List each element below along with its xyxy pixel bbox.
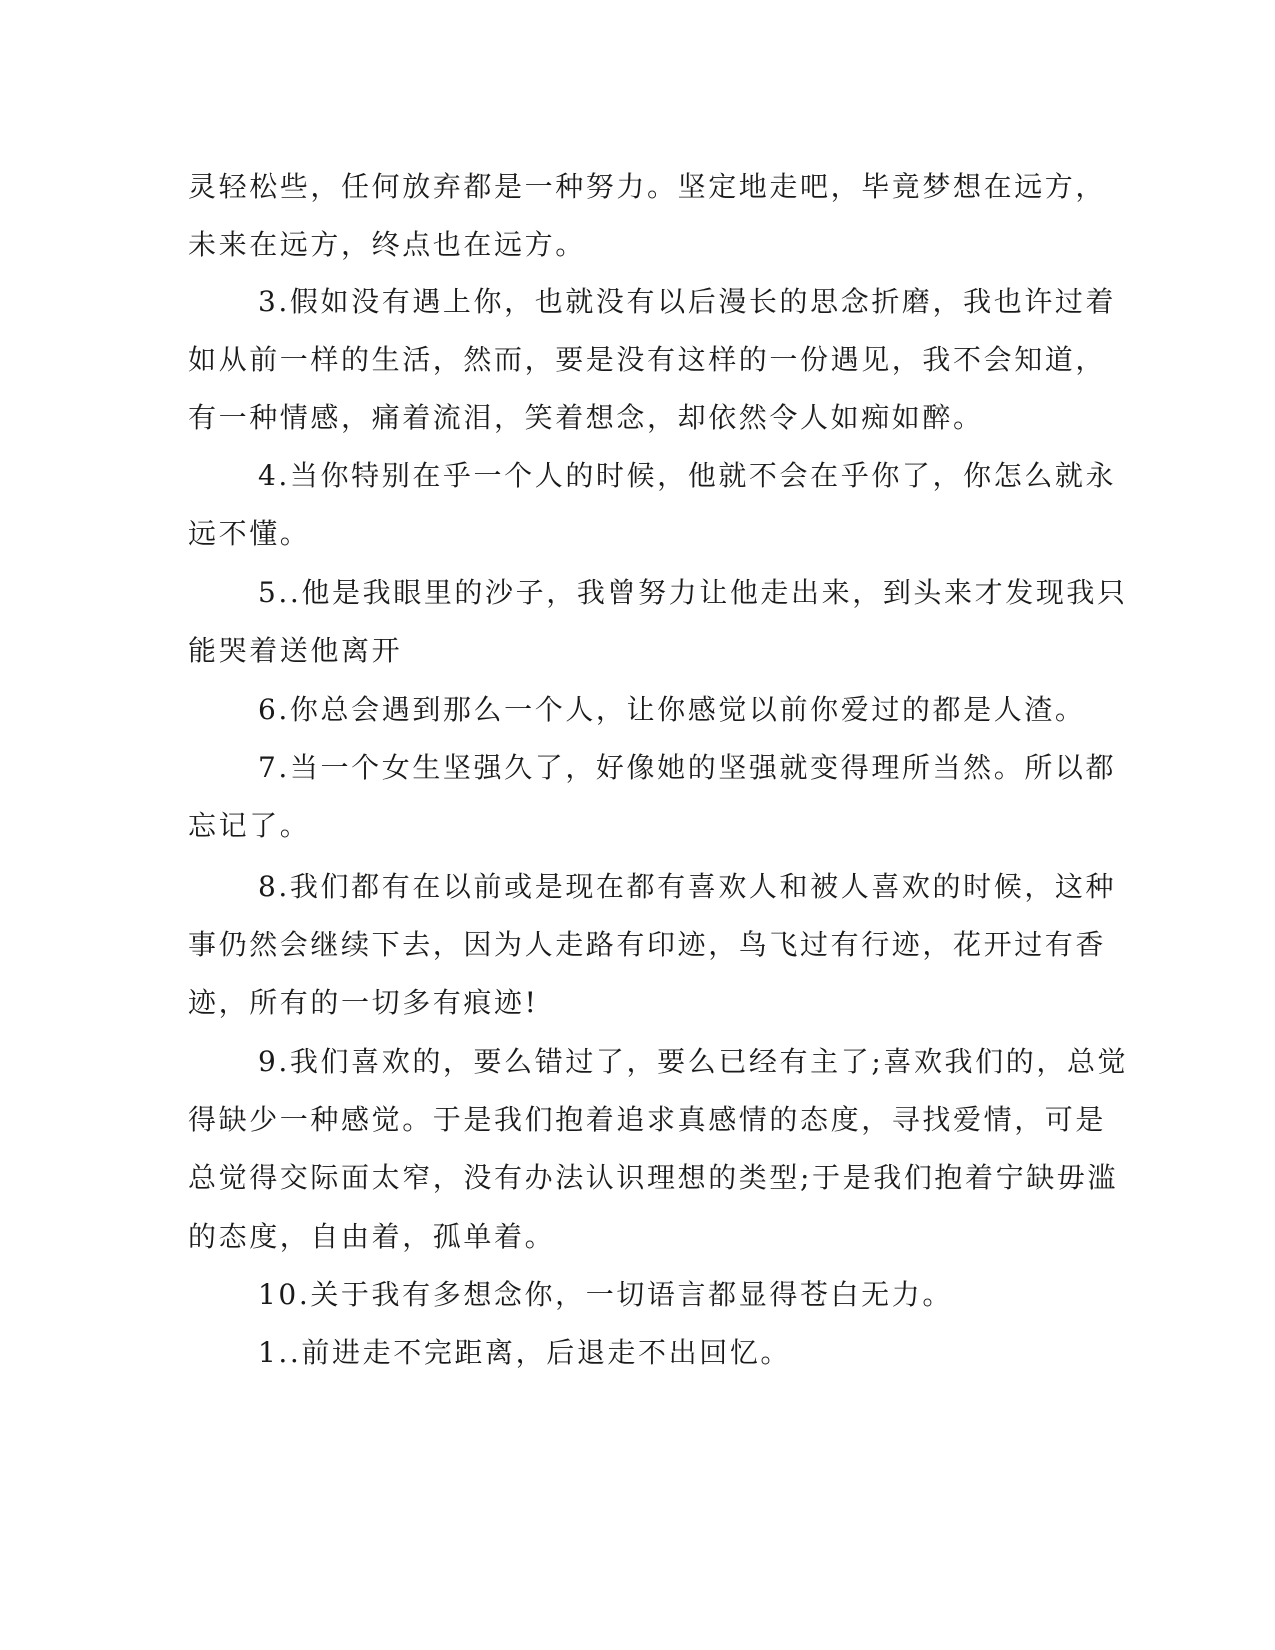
paragraph-line: 忘记了。 xyxy=(188,809,311,842)
paragraph-line: 1..前进走不完距离，后退走不出回忆。 xyxy=(258,1336,792,1369)
paragraph-line: 4.当你特别在乎一个人的时候，他就不会在乎你了，你怎么就永 xyxy=(258,459,1117,492)
paragraph-line: 迹，所有的一切多有痕迹! xyxy=(188,986,539,1019)
paragraph-line: 事仍然会继续下去，因为人走路有印迹，鸟飞过有行迹，花开过有香 xyxy=(188,928,1107,961)
paragraph-line: 总觉得交际面太窄，没有办法认识理想的类型;于是我们抱着宁缺毋滥 xyxy=(188,1161,1119,1194)
paragraph-line: 灵轻松些，任何放弃都是一种努力。坚定地走吧，毕竟梦想在远方， xyxy=(188,170,1107,203)
paragraph-line: 的态度，自由着，孤单着。 xyxy=(188,1220,556,1253)
paragraph-line: 10.关于我有多想念你，一切语言都显得苍白无力。 xyxy=(258,1278,953,1311)
paragraph-line: 远不懂。 xyxy=(188,517,311,550)
paragraph-line: 3.假如没有遇上你，也就没有以后漫长的思念折磨，我也许过着 xyxy=(258,285,1117,318)
paragraph-line: 6.你总会遇到那么一个人，让你感觉以前你爱过的都是人渣。 xyxy=(258,693,1086,726)
paragraph-line: 7.当一个女生坚强久了，好像她的坚强就变得理所当然。所以都 xyxy=(258,751,1117,784)
paragraph-line: 能哭着送他离开 xyxy=(188,634,403,667)
paragraph-line: 9.我们喜欢的，要么错过了，要么已经有主了;喜欢我们的，总觉 xyxy=(258,1045,1129,1078)
paragraph-line: 有一种情感，痛着流泪，笑着想念，却依然令人如痴如醉。 xyxy=(188,401,984,434)
paragraph-line: 8.我们都有在以前或是现在都有喜欢人和被人喜欢的时候，这种 xyxy=(258,870,1117,903)
paragraph-line: 5..他是我眼里的沙子，我曾努力让他走出来，到头来才发现我只 xyxy=(258,576,1128,609)
paragraph-line: 得缺少一种感觉。于是我们抱着追求真感情的态度，寻找爱情，可是 xyxy=(188,1103,1107,1136)
paragraph-line: 如从前一样的生活，然而，要是没有这样的一份遇见，我不会知道， xyxy=(188,343,1107,376)
paragraph-line: 未来在远方，终点也在远方。 xyxy=(188,228,586,261)
